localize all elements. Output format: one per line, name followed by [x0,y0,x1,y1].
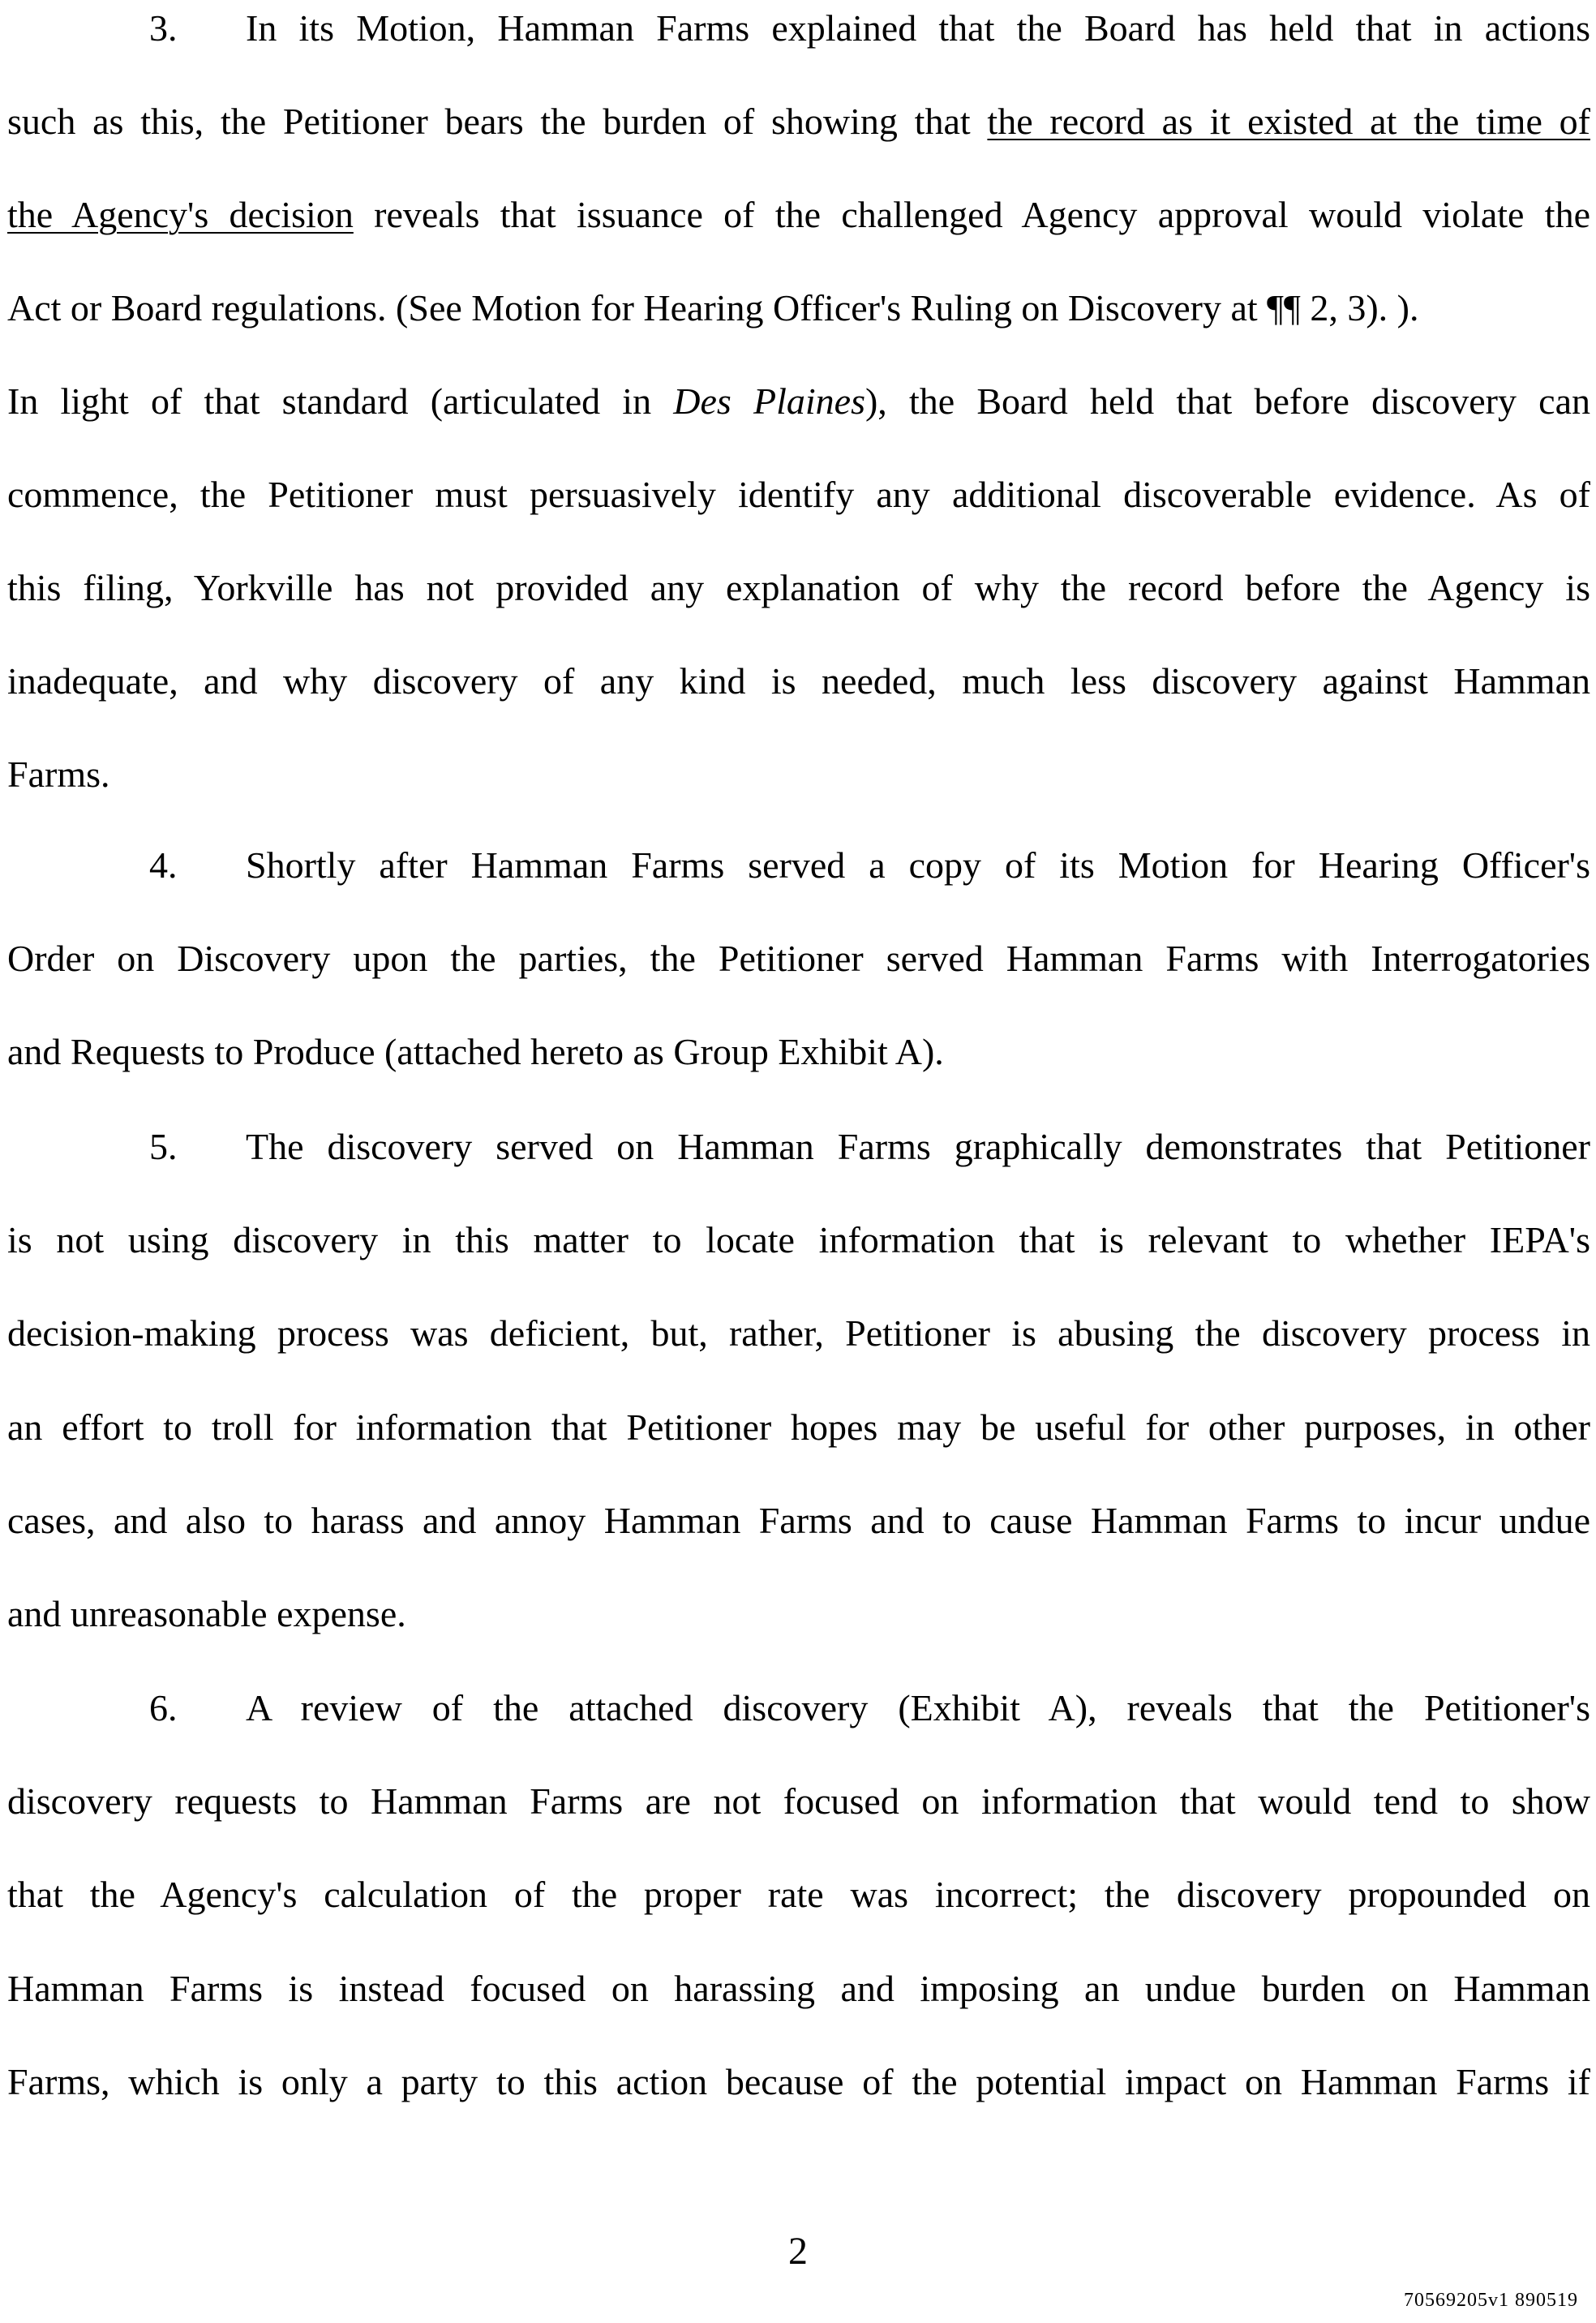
paragraph-line: and unreasonable expense. [7,1593,406,1634]
document-id: 70569205v1 890519 [1404,2290,1578,2311]
paragraph-line: and Requests to Produce (attached hereto as Group Exhibit A). [7,1031,944,1072]
paragraph-line: commence, the Petitioner must persuasively identify any additional discoverable evidence. As of [7,474,1590,515]
paragraph-line: such as this, the Petitioner bears the burden of showing that the record as it existed at the time of [7,101,1590,142]
paragraph-line: that the Agency's calculation of the proper rate was incorrect; the discovery propounded on [7,1874,1590,1915]
paragraph-number: 5. [149,1126,178,1167]
paragraph-line: Act or Board regulations. (See Motion for Hearing Officer's Ruling on Discovery at ¶¶ 2, 3). ). [7,287,1419,328]
paragraph-line: The discovery served on Hamman Farms graphically demonstrates that Petitioner [246,1126,1590,1167]
paragraph-line: Order on Discovery upon the parties, the Petitioner served Hamman Farms with Interrogatories [7,938,1590,979]
paragraph-line: In light of that standard (articulated in Des Plaines), the Board held that before discovery can [7,380,1591,422]
paragraph-line: inadequate, and why discovery of any kind is needed, much less discovery against Hamman [7,660,1590,702]
underlined-phrase: the record as it existed at the time of [987,101,1590,142]
paragraph-line: discovery requests to Hamman Farms are not focused on information that would tend to show [7,1780,1590,1822]
paragraph-line: Hamman Farms is instead focused on harassing and imposing an undue burden on Hamman [7,1968,1590,2009]
paragraph-number: 3. [149,7,178,49]
paragraph-line: the Agency's decision reveals that issuance of the challenged Agency approval would violate the [7,194,1590,235]
paragraph-line: Farms. [7,754,110,795]
paragraph-line: A review of the attached discovery (Exhibit A), reveals that the Petitioner's [246,1687,1590,1728]
paragraph-line: cases, and also to harass and annoy Hamman Farms and to cause Hamman Farms to incur undue [7,1500,1590,1541]
paragraph-line: Shortly after Hamman Farms served a copy of its Motion for Hearing Officer's [246,844,1590,886]
paragraph-line: an effort to troll for information that Petitioner hopes may be useful for other purposes, in other [7,1406,1590,1448]
paragraph-number: 6. [149,1687,178,1728]
paragraph-number: 4. [149,844,178,886]
paragraph-line: In its Motion, Hamman Farms explained that the Board has held that in actions [246,7,1590,49]
page-number: 2 [788,2230,808,2273]
paragraph-line: is not using discovery in this matter to locate information that is relevant to whether IEPA's [7,1219,1590,1260]
case-name-italic: Des Plaines [673,380,865,422]
underlined-phrase: the Agency's decision [7,194,354,235]
paragraph-line: this filing, Yorkville has not provided any explanation of why the record before the Agency is [7,567,1590,608]
paragraph-line: Farms, which is only a party to this action because of the potential impact on Hamman Farms if [7,2061,1590,2102]
paragraph-line: decision-making process was deficient, but, rather, Petitioner is abusing the discovery process in [7,1312,1590,1354]
